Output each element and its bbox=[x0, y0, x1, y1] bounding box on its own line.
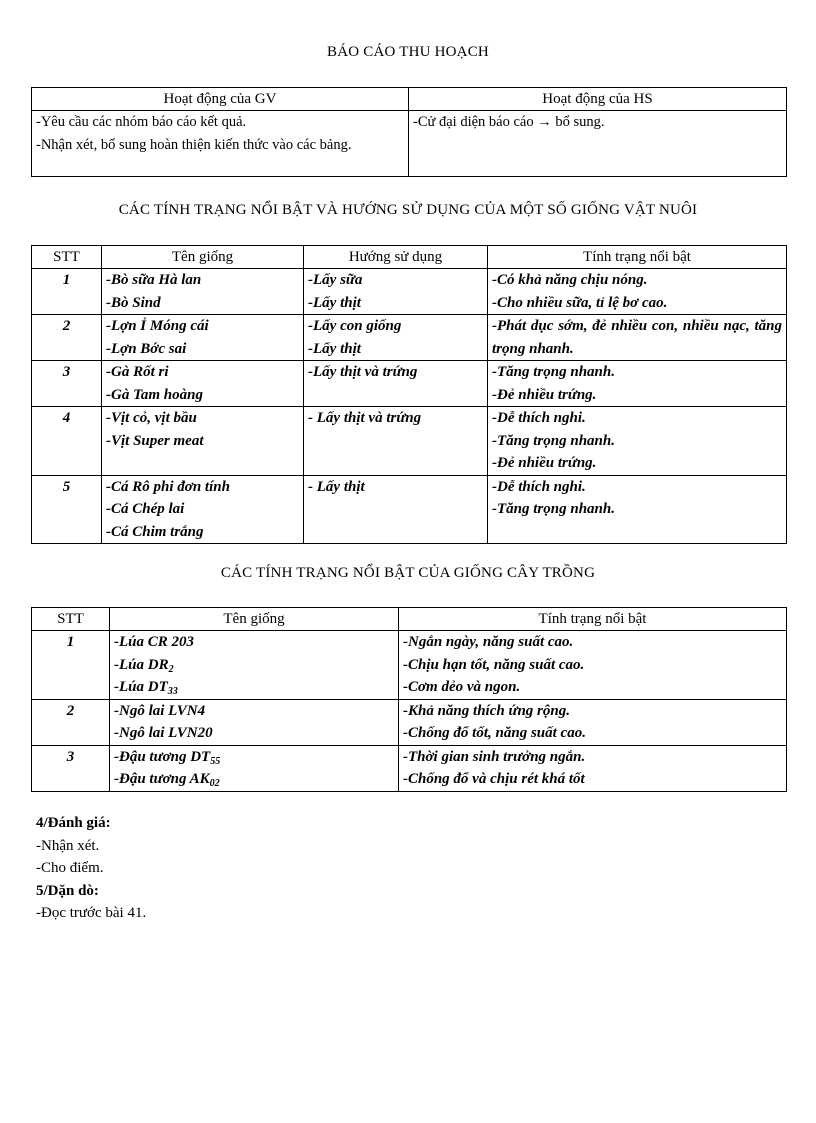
trait-cell bbox=[399, 699, 787, 745]
usage-item: - Lấy thịt bbox=[308, 478, 365, 495]
crop-table bbox=[31, 607, 787, 792]
trait-cell bbox=[488, 475, 787, 544]
trait-item: -Đẻ nhiều trứng. bbox=[492, 386, 597, 403]
crop-name-cell bbox=[110, 699, 399, 745]
trait-item: -Tăng trọng nhanh. bbox=[492, 432, 615, 449]
usage-cell bbox=[304, 269, 488, 315]
crop-name: -Lúa $DT_{33}$ bbox=[114, 679, 178, 697]
evaluation-title: 4/Đánh giá: bbox=[36, 815, 111, 831]
gv-activity-cell bbox=[32, 111, 409, 177]
crop-name: -Đậu tương $AK_{02}$ bbox=[114, 771, 220, 789]
trait-item: -Tăng trọng nhanh. bbox=[492, 364, 615, 380]
evaluation-item: -Cho điểm. bbox=[36, 860, 104, 876]
gv-line: -Nhận xét, bổ sung hoàn thiện kiến thức vào các bảng. bbox=[36, 136, 352, 153]
stt-cell: 3 bbox=[32, 361, 102, 407]
hs-activity-cell bbox=[409, 111, 787, 177]
livestock-header-name: Tên giống bbox=[102, 246, 304, 269]
breed-name-cell bbox=[102, 269, 304, 315]
livestock-header-use: Hướng sử dụng bbox=[304, 246, 488, 269]
breed-name: -Bò sữa Hà lan bbox=[106, 272, 202, 288]
trait-item: -Dễ thích nghi. bbox=[492, 478, 586, 495]
table-row bbox=[32, 315, 787, 361]
table-row bbox=[32, 475, 787, 544]
breed-name-cell bbox=[102, 407, 304, 476]
usage-item: -Lấy con giống bbox=[308, 318, 402, 334]
breed-name-cell bbox=[102, 475, 304, 544]
crop-name-subscript: 55 bbox=[210, 755, 221, 767]
usage-item: -Lấy thịt bbox=[308, 294, 361, 311]
livestock-heading: CÁC TÍNH TRẠNG NỔI BẬT VÀ HƯỚNG SỬ DỤNG CỦA MỘT SỐ GIỐNG VẬT NUÔI bbox=[118, 202, 698, 218]
breed-name-cell bbox=[102, 315, 304, 361]
trait-item: -Chống đổ và chịu rét khá tốt bbox=[403, 771, 585, 787]
breed-name: -Vịt cỏ, vịt bầu bbox=[106, 410, 197, 426]
table-row bbox=[32, 745, 787, 791]
stt-cell: 1 bbox=[32, 631, 110, 700]
trait-item: -Cơm dẻo và ngon. bbox=[403, 679, 521, 695]
livestock-header-trait: Tính trạng nổi bật bbox=[488, 246, 787, 269]
breed-name: -Gà Tam hoàng bbox=[106, 386, 203, 403]
stt-cell: 2 bbox=[32, 699, 110, 745]
trait-cell bbox=[488, 315, 787, 361]
breed-name: -Cá Chim trắng bbox=[106, 523, 204, 540]
crop-name-cell bbox=[110, 745, 399, 791]
crop-header-stt: STT bbox=[32, 608, 110, 631]
crop-name-subscript: 02 bbox=[209, 778, 220, 789]
trait-cell bbox=[399, 745, 787, 791]
crop-name: -Lúa $DR_2$ bbox=[114, 656, 174, 675]
hs-line: -Cử đại diện báo cáo → bổ sung. bbox=[413, 114, 605, 130]
trait-item: -Đẻ nhiều trứng. bbox=[492, 455, 597, 471]
table-row bbox=[32, 407, 787, 476]
gv-line: -Yêu cầu các nhóm báo cáo kết quả. bbox=[36, 114, 247, 130]
breed-name: -Cá Rô phi đơn tính bbox=[106, 478, 230, 495]
table-row bbox=[32, 699, 787, 745]
livestock-header-stt: STT bbox=[32, 246, 102, 269]
crop-name-cell bbox=[110, 631, 399, 700]
trait-item: -Có khả năng chịu nóng. bbox=[492, 272, 648, 288]
trait-cell bbox=[488, 361, 787, 407]
trait-item: -Thời gian sinh trưởng ngắn. bbox=[403, 748, 586, 765]
trait-item: -Cho nhiều sữa, tỉ lệ bơ cao. bbox=[492, 294, 668, 311]
livestock-table bbox=[31, 245, 787, 544]
crop-name: -Đậu tương $DT_{55}$ bbox=[114, 748, 221, 767]
usage-cell bbox=[304, 475, 488, 544]
crop-name: -Ngô lai LVN4 bbox=[114, 702, 206, 719]
activity-header-gv: Hoạt động của GV bbox=[32, 88, 409, 111]
usage-cell bbox=[304, 315, 488, 361]
trait-item: -Phát dục sớm, đẻ nhiều con, nhiều nạc, tăng trọng nhanh. bbox=[492, 318, 782, 357]
stt-cell: 3 bbox=[32, 745, 110, 791]
evaluation-section bbox=[36, 812, 146, 925]
usage-cell bbox=[304, 407, 488, 476]
breed-name: -Gà Rốt ri bbox=[106, 364, 169, 380]
crop-name-subscript: 2 bbox=[168, 663, 174, 675]
breed-name: -Vịt Super meat bbox=[106, 432, 204, 449]
crop-name-subscript: 33 bbox=[167, 686, 178, 697]
crop-header-trait: Tính trạng nổi bật bbox=[399, 608, 787, 631]
stt-cell: 2 bbox=[32, 315, 102, 361]
trait-item: -Khả năng thích ứng rộng. bbox=[403, 702, 570, 719]
evaluation-item: -Nhận xét. bbox=[36, 837, 100, 854]
breed-name: -Lợn Ỉ Móng cái bbox=[106, 318, 209, 334]
trait-item: -Chống đổ tốt, năng suất cao. bbox=[403, 725, 586, 741]
table-row bbox=[32, 631, 787, 700]
crop-header-name: Tên giống bbox=[110, 608, 399, 631]
activity-header-hs: Hoạt động của HS bbox=[409, 88, 787, 111]
trait-item: -Chịu hạn tốt, năng suất cao. bbox=[403, 656, 585, 673]
trait-item: -Ngắn ngày, năng suất cao. bbox=[403, 634, 574, 650]
activity-table bbox=[31, 87, 787, 177]
crop-heading: CÁC TÍNH TRẠNG NỔI BẬT CỦA GIỐNG CÂY TRỒNG bbox=[220, 565, 596, 581]
trait-cell bbox=[399, 631, 787, 700]
trait-item: -Dễ thích nghi. bbox=[492, 410, 586, 426]
usage-item: -Lấy thịt bbox=[308, 340, 361, 357]
table-row bbox=[32, 361, 787, 407]
trait-cell bbox=[488, 407, 787, 476]
usage-cell bbox=[304, 361, 488, 407]
table-row bbox=[32, 269, 787, 315]
crop-name: -Lúa CR 203 bbox=[114, 634, 195, 650]
stt-cell: 4 bbox=[32, 407, 102, 476]
breed-name-cell bbox=[102, 361, 304, 407]
homework-item: -Đọc trước bài 41. bbox=[36, 905, 147, 921]
breed-name: -Bò Sind bbox=[106, 294, 161, 311]
breed-name: -Cá Chép lai bbox=[106, 501, 185, 517]
usage-item: -Lấy thịt và trứng bbox=[308, 364, 418, 380]
stt-cell: 1 bbox=[32, 269, 102, 315]
usage-item: - Lấy thịt và trứng bbox=[308, 410, 422, 426]
crop-name: -Ngô lai LVN20 bbox=[114, 725, 213, 741]
page-title: BÁO CÁO THU HOẠCH bbox=[327, 44, 489, 60]
trait-item: -Tăng trọng nhanh. bbox=[492, 501, 615, 517]
breed-name: -Lợn Bớc sai bbox=[106, 340, 187, 357]
homework-title: 5/Dặn dò: bbox=[36, 882, 99, 899]
stt-cell: 5 bbox=[32, 475, 102, 544]
usage-item: -Lấy sữa bbox=[308, 272, 363, 288]
trait-cell bbox=[488, 269, 787, 315]
